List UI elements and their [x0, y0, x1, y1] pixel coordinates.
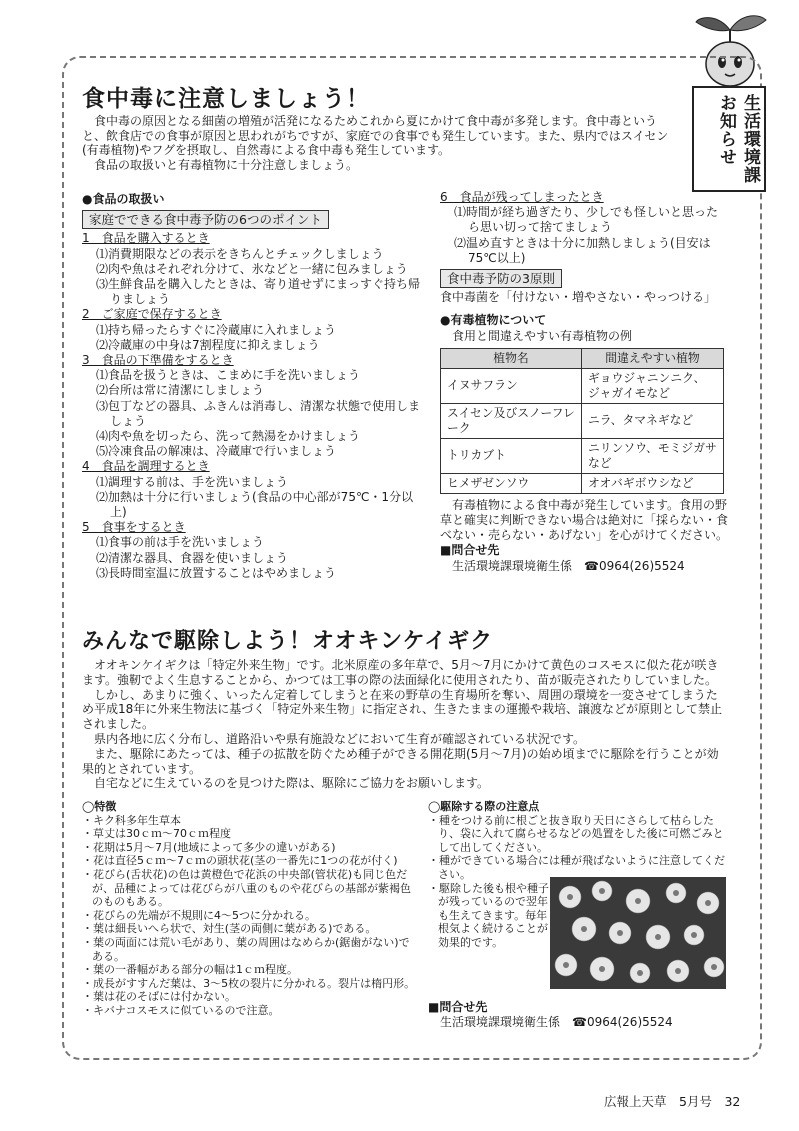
removal-heading: ◯駆除する際の注意点: [428, 800, 540, 813]
group-5-item: ⑶長時間室温に放置することはやめましょう: [96, 565, 337, 580]
group-1-title: 1 食品を購入するとき: [82, 231, 210, 246]
feature-item: ・葉は細長いへら状で、対生(茎の両側に葉がある)である。: [82, 922, 377, 936]
group-1-item: ⑵肉や魚はそれぞれ分けて、氷などと一緒に包みましょう: [96, 261, 408, 276]
feature-item: ・キバナコスモスに似ているので注意。: [82, 1003, 280, 1017]
section1-intro-1: 食中毒の原因となる細菌の増殖が活発になるためこれから夏にかけて食中毒が多発します。食中毒というと、飲食店での食事が原因と思われがちですが、家庭での食事でも発生しています。また、県内ではスイセン(有毒植物)やフグを摂取し、自然毒による食中毒も発生しています。: [82, 114, 669, 158]
handling-heading: ●食品の取扱い: [82, 192, 165, 206]
three-principles-box: 食中毒予防の3原則: [440, 269, 562, 288]
table-cell: トリカブト: [441, 438, 582, 473]
table-row: [441, 368, 724, 403]
feature-item: ・成長がすすんだ葉は、3～5枚の裂片に分かれる。裂片は楕円形。: [82, 976, 416, 990]
table-row: [441, 403, 724, 438]
right-column: [440, 190, 728, 574]
group-2-item: ⑴持ち帰ったらすぐに冷蔵庫に入れましょう: [96, 322, 337, 337]
tab-notice-label: お知らせ: [716, 94, 736, 166]
toxic-plants-table: [440, 348, 724, 494]
plants-note: 有毒植物による食中毒が発生しています。食用の野草と確実に判断できない場合は絶対に「採らない・食べない・売らない・あげない」を心がけてください。: [440, 497, 729, 543]
group-5-item: ⑵清潔な器具、食器を使いましょう: [96, 550, 289, 565]
table-header: 間違えやすい植物: [582, 348, 724, 368]
section2-contact: [428, 1000, 728, 1030]
group-3-title: 3 食品の下準備をするとき: [82, 353, 234, 368]
table-cell: イヌサフラン: [441, 368, 582, 403]
removal-item: ・種ができている場合には種が飛ばないように注意してください。: [428, 854, 725, 881]
removal-item: ・種をつける前に根ごと抜き取り天日にさらして枯らしたり、袋に入れて腐らせるなどの処置をした後に可燃ごみとして出してください。: [428, 813, 724, 854]
flower-photo-image: [550, 877, 726, 989]
group-3-item: ⑴食品を扱うときは、こまめに手を洗いましょう: [96, 368, 361, 383]
group-3-item: ⑸冷凍食品の解凍は、冷蔵庫で行いましょう: [96, 444, 337, 459]
table-cell: オオバギボウシなど: [582, 473, 724, 493]
group-6-title: 6 食品が残ってしまったとき: [440, 190, 604, 204]
table-header: 植物名: [441, 348, 582, 368]
group-2-item: ⑵冷蔵庫の中身は7割程度に抑えましょう: [96, 337, 320, 352]
six-points-box: 家庭でできる食中毒予防の6つのポイント: [82, 210, 329, 229]
table-header-row: [441, 348, 724, 368]
section2-title: みんなで駆除しよう！オオキンケイギク: [82, 629, 494, 654]
contact-heading: ■問合せ先: [428, 1000, 488, 1014]
section2-intro: [82, 658, 728, 791]
page-footer: 広報上天草 5月号 32: [604, 1094, 741, 1109]
section2-para: 自宅などに生えているのを見つけた際は、駆除にご協力をお願いします。: [94, 776, 490, 791]
group-1-item: ⑶生鮮食品を購入したときは、寄り道せずにまっすぐ持ち帰りましょう: [96, 277, 421, 307]
feature-item: ・花びら(舌状花)の色は黄橙色で花浜の中央部(管状花)も同じ色だが、品種によっては花びらが八重のものや花びらの基部が紫褐色のものもある。: [82, 867, 411, 909]
section1-intro-2: 食品の取扱いと有毒植物に十分注意しましょう。: [94, 158, 359, 172]
features-heading: ◯特徴: [82, 800, 117, 813]
section2-para: オオキンケイギクは「特定外来生物」です。北米原産の多年草で、5月～7月にかけて黄色のコスモスに似た花が咲きます。強靭でよく生息することから、かつては工事の際の法面緑化に使用されたり、苗が販売されたりしていました。: [82, 658, 719, 687]
contact-info: 生活環境課環境衛生係 ☎0964(26)5524: [440, 1015, 673, 1030]
group-3-item: ⑶包丁などの器具、ふきんは消毒し、清潔な状態で使用しましょう: [96, 398, 421, 428]
table-cell: ヒメザゼンソウ: [441, 473, 582, 493]
plants-subheading: 食用と間違えやすい有毒植物の例: [452, 328, 633, 343]
group-1-item: ⑴消費期限などの表示をきちんとチェックしましょう: [96, 246, 384, 261]
group-3-item: ⑵台所は常に清潔にしましょう: [96, 383, 265, 398]
group-6-item: ⑵温め直すときは十分に加熱しましょう(目安は75℃以上): [454, 235, 711, 265]
feature-item: ・キク科多年生草本: [82, 813, 181, 827]
plants-heading: ●有毒植物について: [440, 313, 547, 328]
contact-heading: ■問合せ先: [440, 543, 500, 558]
feature-item: ・葉の両面には荒い毛があり、葉の周囲はなめらか(鋸歯がない)である。: [82, 935, 410, 963]
feature-item: ・花びらの先端が不規則に4～5つに分かれる。: [82, 908, 316, 922]
principles-text: 食中毒菌を「付けない・増やさない・やっつける」: [440, 290, 717, 305]
table-cell: ニリンソウ、モミジガサなど: [582, 438, 724, 473]
table-cell: ニラ、タマネギなど: [582, 403, 724, 438]
group-6-item: ⑴時間が経ち過ぎたり、少しでも怪しいと思ったら思い切って捨てましょう: [454, 205, 719, 235]
department-tab: [692, 86, 766, 192]
feature-item: ・花期は5月～7月(地域によって多少の違いがある): [82, 840, 336, 854]
group-2-title: 2 ご家庭で保存するとき: [82, 307, 222, 322]
section1-title: 食中毒に注意しましょう！: [82, 86, 370, 112]
group-5-title: 5 食事をするとき: [82, 520, 186, 535]
table-row: [441, 473, 724, 493]
features-column: [82, 800, 418, 1018]
contact-info: 生活環境課環境衛生係 ☎0964(26)5524: [452, 558, 685, 573]
section2-para: しかし、あまりに強く、いったん定着してしまうと在来の野草の生育場所を奪い、周囲の環境を一変させてしまうため平成18年に外来生物法に基づく「特定外来生物」に指定され、生きたままの運搬や栽培、譲渡などが原則として禁止されました。: [82, 687, 722, 732]
feature-item: ・葉は花のそばには付かない。: [82, 990, 236, 1004]
food-handling-column: [82, 192, 422, 581]
group-4-item: ⑵加熱は十分に行いましょう(食品の中心部が75℃・1分以上): [96, 489, 414, 520]
group-4-title: 4 食品を調理するとき: [82, 459, 210, 474]
section2-para: 県内各地に広く分布し、道路沿いや県有施設などにおいて生育が確認されている状況です。: [94, 731, 586, 746]
flower-photo: [550, 877, 726, 989]
group-4-item: ⑴調理する前は、手を洗いましょう: [96, 474, 289, 489]
table-row: [441, 438, 724, 473]
feature-item: ・草丈は30ｃｍ～70ｃｍ程度: [82, 827, 231, 841]
feature-item: ・花は直径5ｃｍ～7ｃｍの頭状花(茎の一番先に1つの花が付く): [82, 854, 398, 868]
section2-para: また、駆除にあたっては、種子の拡散を防ぐため種子ができる開花期(5月～7月)の始め頃までに駆除を行うことが効果的とされています。: [82, 746, 719, 776]
group-5-item: ⑴食事の前は手を洗いましょう: [96, 535, 265, 550]
removal-item: ・駆除した後も根や種子が残っているので翌年も生えてきます。毎年根気よく続けることが効果的です。: [428, 881, 549, 949]
table-cell: ギョウジャニンニク、ジャガイモなど: [582, 368, 724, 403]
table-cell: スイセン及びスノーフレーク: [441, 403, 582, 438]
tab-dept-name: 生活環境課: [740, 94, 760, 184]
feature-item: ・葉の一番幅がある部分の幅は1ｃｍ程度。: [82, 963, 298, 977]
group-3-item: ⑷肉や魚を切ったら、洗って熱湯をかけましょう: [96, 429, 361, 444]
